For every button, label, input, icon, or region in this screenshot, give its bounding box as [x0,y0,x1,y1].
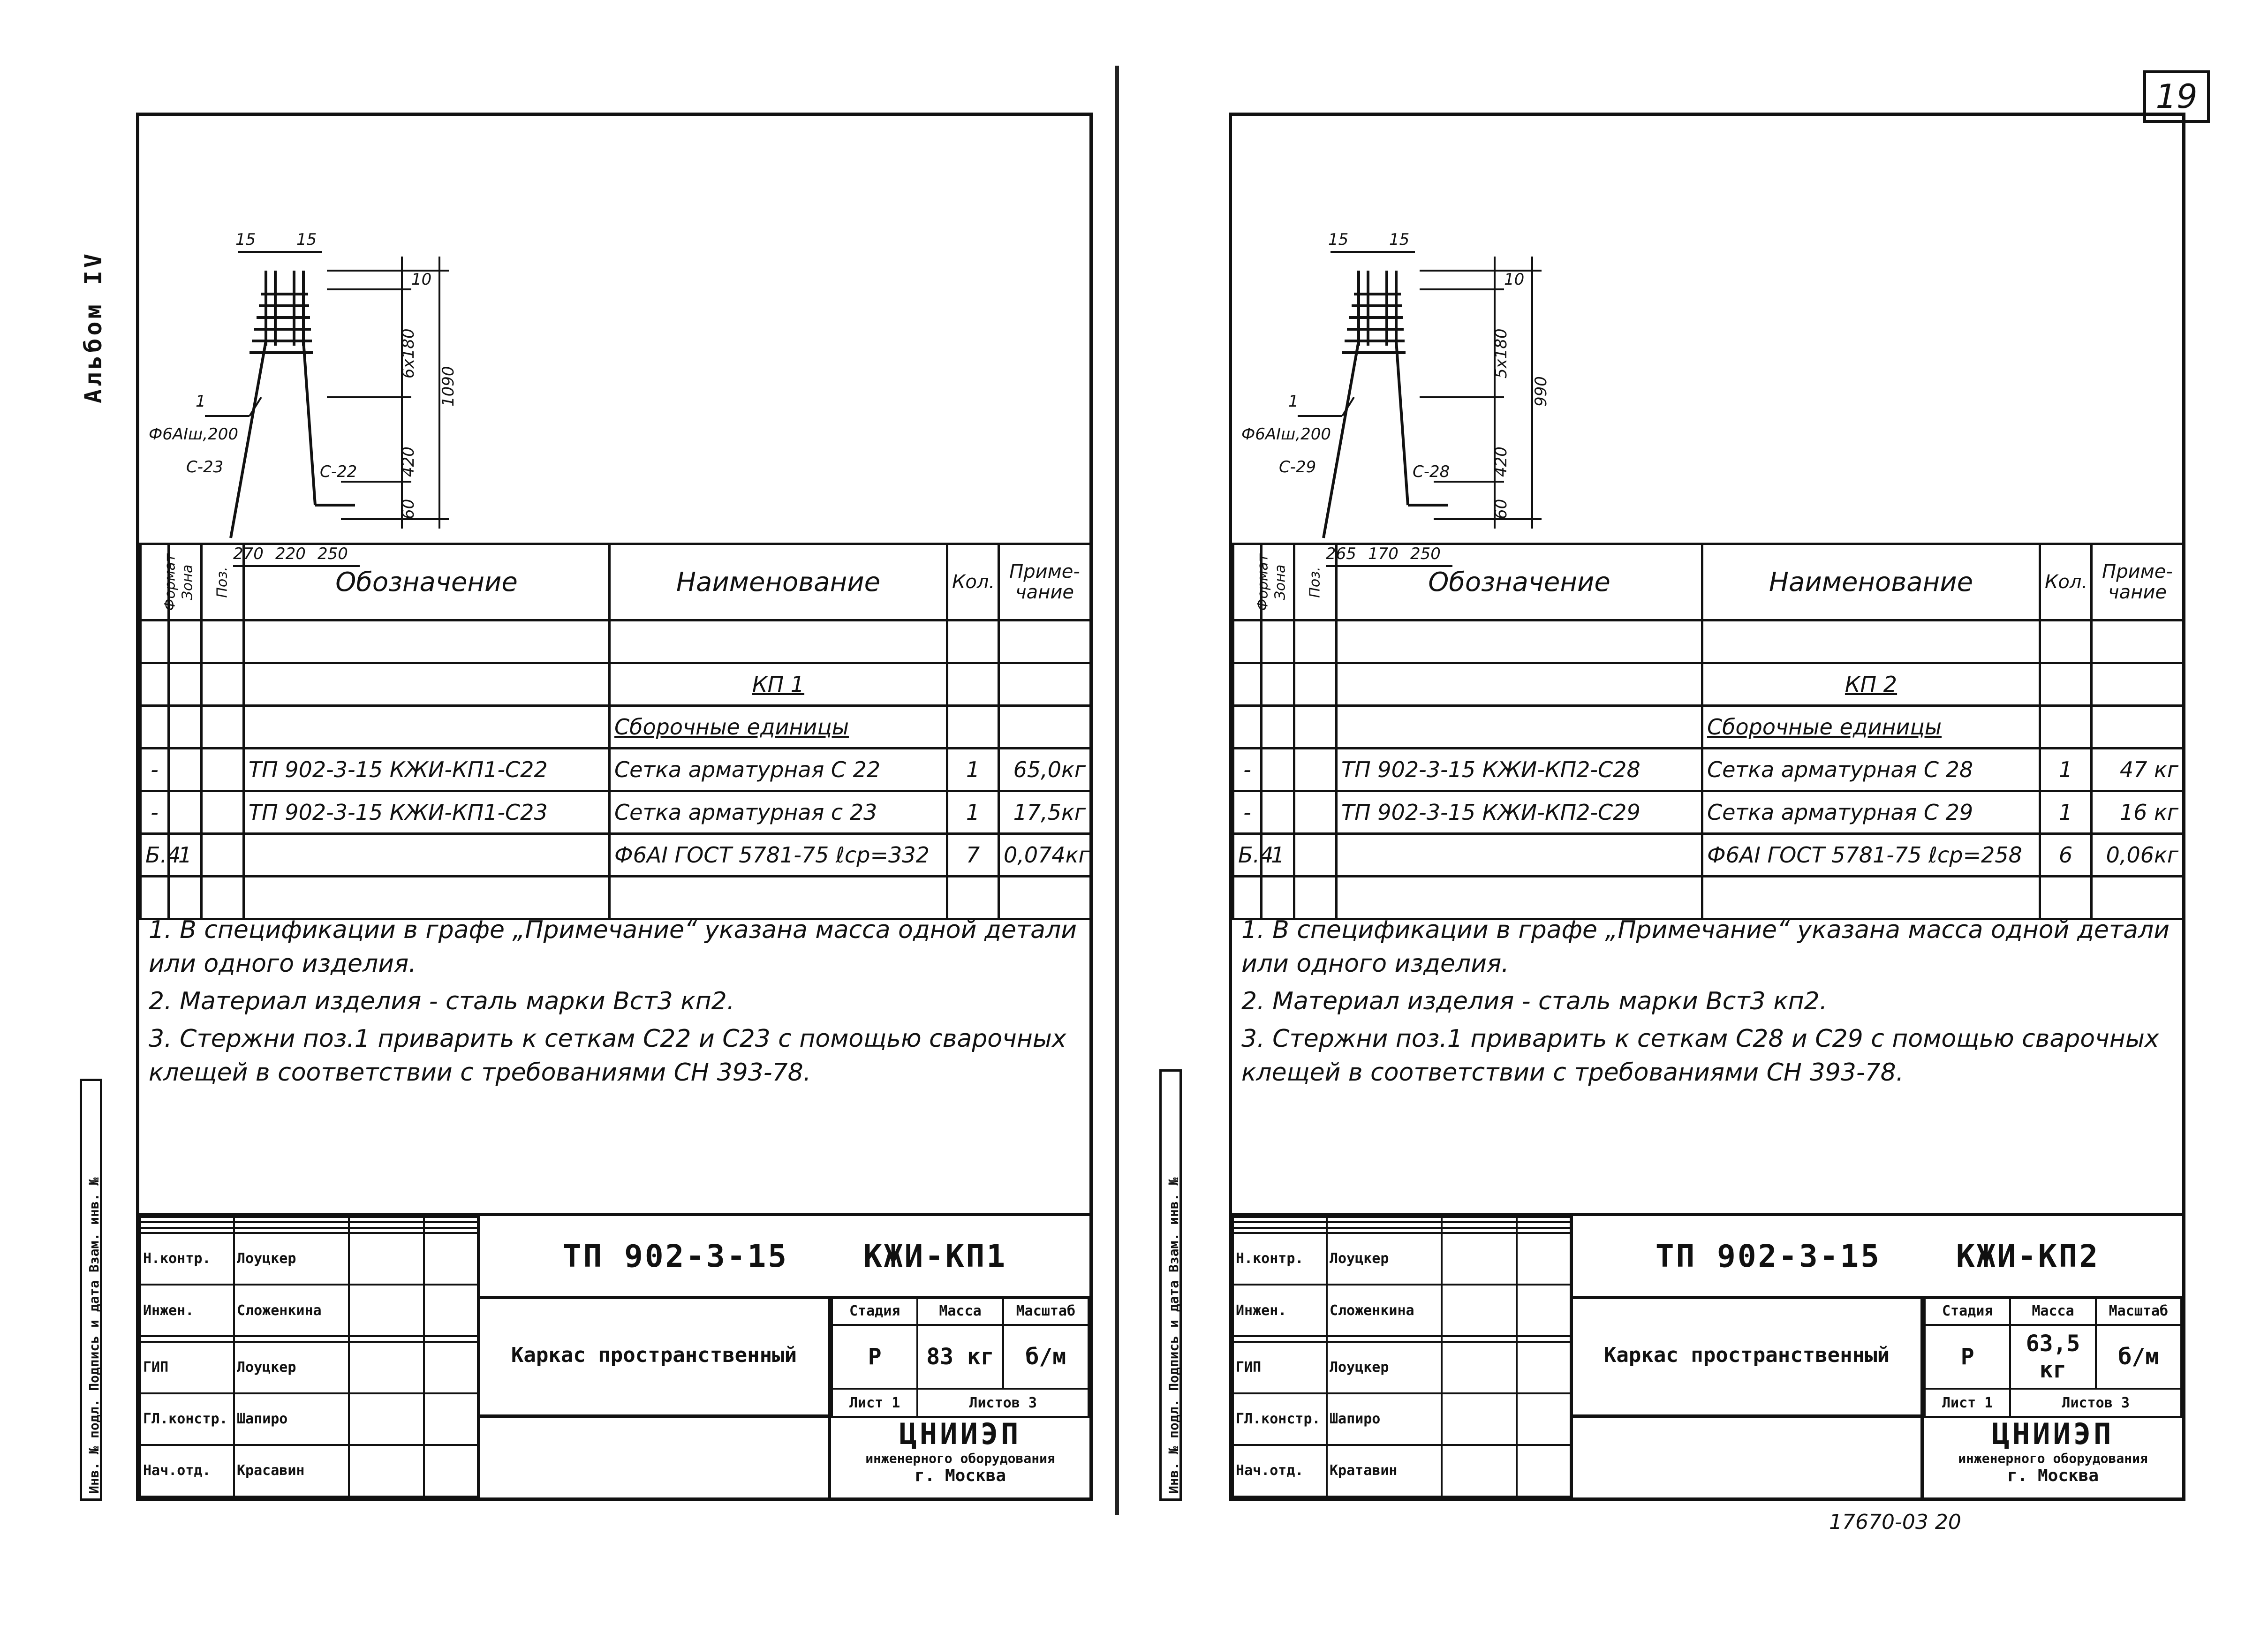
stage-mass-scale [831,1296,1089,1418]
rebar-spec: Ф6АIш,200 [1241,425,1331,444]
org-sub: инженерного оборудования [865,1451,1055,1466]
title-block-empty-cell [477,1418,831,1497]
col-zone: Зона [169,544,202,620]
callout-pos: 1 [1288,392,1299,411]
dim-bottom-c: 250 [1410,544,1441,563]
dim-right-top: 10 [411,270,432,289]
signature-row [140,1336,478,1341]
left-mesh-mark: С-29 [1279,458,1316,476]
document-code [1570,1216,2182,1299]
doc-code: ТП 902-3-15 [562,1238,788,1274]
spec-empty-row [141,877,1091,919]
signature-row: Нач.отд. Кратавин [1233,1445,1571,1497]
sheets-count: Листов 3 [2010,1389,2181,1417]
signature-grid [139,1216,477,1497]
org-sub: инженерного оборудования [1958,1451,2148,1466]
note-3: 3. Стержни поз.1 приварить к сеткам С22 и С23 с помощью сварочных клещей в соответствии с требованиями СН 393-78. [149,1025,1066,1087]
specification-table [1232,543,2185,920]
signature-row: Инжен. Сложенкина [140,1285,478,1336]
left-mesh-mark: С-23 [186,458,224,476]
col-name: Наименование [1702,544,2040,620]
stage-header: Стадия [1925,1297,2010,1325]
right-mesh-mark: С-22 [320,462,357,481]
col-pos: Поз. [1294,544,1337,620]
scale-value: б/м [2096,1325,2181,1389]
drawing-sheet-kp1 [136,113,1093,1501]
spec-group-row [1233,706,2184,749]
spec-group-row [141,706,1091,749]
sheets-count: Листов 3 [917,1389,1089,1417]
sheet-number: 19 [2143,70,2210,123]
footer-code: 17670-03 20 [1829,1510,1961,1534]
signature-row: ГИП Лоуцкер [1233,1342,1571,1393]
general-notes [1241,913,2175,1093]
rebar-spec: Ф6АIш,200 [149,425,239,444]
item-name: Каркас пространственный [477,1296,831,1418]
signature-row: ГЛ.констр. Шапиро [140,1393,478,1445]
signature-row: ГЛ.констр. Шапиро [1233,1393,1571,1445]
org-main: ЦНИИЭП [1992,1417,2114,1451]
group-title: Сборочные единицы [1707,714,1942,740]
drawing-sheet-kp2 [1229,113,2185,1501]
callout-pos: 1 [196,392,206,411]
col-designation: Обозначение [244,544,610,620]
sheet-no: Лист 1 [832,1389,917,1417]
general-notes [149,913,1082,1093]
table-row: - ТП 902-3-15 КЖИ-КП1-С22 Сетка арматурная С 22 1 65,0кг [141,749,1091,791]
sheet-divider-line [1115,66,1119,1515]
scale-header: Масштаб [1003,1297,1089,1325]
title-block [139,1213,1089,1497]
spec-header-row [1233,544,2184,620]
dim-right-mid: 5х180 [1492,328,1511,378]
dim-bottom-b: 220 [275,544,306,563]
dim-overall: 990 [1532,376,1550,407]
col-note: Приме- чание [999,544,1091,620]
scale-header: Масштаб [2096,1297,2181,1325]
doc-mark: КЖИ-КП2 [1956,1238,2100,1274]
dim-right-mid: 6х180 [399,328,418,378]
signature-row: ГИП Лоуцкер [140,1342,478,1393]
dim-right-bot: 60 [1492,499,1511,519]
dim-bottom-a: 270 [233,544,264,563]
rebar-cage-drawing [1232,116,2182,563]
col-qty: Кол. [2040,544,2092,620]
rebar-cage-drawing [139,116,1089,563]
col-note: Приме- чание [2092,544,2184,620]
table-row: - ТП 902-3-15 КЖИ-КП2-С29 Сетка арматурная С 29 1 16 кг [1233,791,2184,834]
organization-stamp [1924,1418,2182,1497]
dim-right-low: 420 [399,446,418,477]
col-pos: Поз. [202,544,244,620]
dim-top-left: 15 [1328,230,1349,249]
note-2: 2. Материал изделия - сталь марки Вст3 кп2. [1241,987,1828,1015]
spec-empty-row [141,620,1091,663]
right-mesh-mark: С-28 [1413,462,1450,481]
note-2: 2. Материал изделия - сталь марки Вст3 кп2. [149,987,735,1015]
doc-mark: КЖИ-КП1 [863,1238,1007,1274]
org-main: ЦНИИЭП [899,1417,1021,1451]
stage-header: Стадия [832,1297,917,1325]
org-city: г. Москва [2007,1466,2099,1485]
sheet-no: Лист 1 [1925,1389,2010,1417]
col-qty: Кол. [947,544,999,620]
col-designation: Обозначение [1337,544,1702,620]
table-row: - ТП 902-3-15 КЖИ-КП2-С28 Сетка арматурная С 28 1 47 кг [1233,749,2184,791]
dim-bottom-a: 265 [1326,544,1356,563]
margin-stamp-left: Инв. № подл. Подпись и дата Взам. инв. № [80,1079,102,1501]
stage-value: Р [1925,1325,2010,1389]
signature-row: Инжен. Сложенкина [1233,1285,1571,1336]
org-city: г. Москва [914,1466,1006,1485]
spec-empty-row [1233,877,2184,919]
note-1: 1. В спецификации в графе „Примечание“ указана масса одной детали или одного изделия. [1241,916,2170,978]
dim-bottom-c: 250 [318,544,348,563]
organization-stamp [831,1418,1089,1497]
dim-top-left: 15 [235,230,256,249]
doc-code: ТП 902-3-15 [1655,1238,1881,1274]
mass-header: Масса [2010,1297,2095,1325]
spec-section-row [141,663,1091,706]
scale-value: б/м [1003,1325,1089,1389]
signature-grid [1232,1216,1570,1497]
stage-value: Р [832,1325,917,1389]
album-label: Альбом IV [80,251,107,403]
dim-top-right: 15 [296,230,317,249]
dim-right-top: 10 [1504,270,1525,289]
table-row: - ТП 902-3-15 КЖИ-КП1-С23 Сетка арматурная с 23 1 17,5кг [141,791,1091,834]
table-row: Б.4 1 Ф6АI ГОСТ 5781-75 ℓср=258 6 0,06кг [1233,834,2184,877]
mass-value: 83 кг [917,1325,1003,1389]
title-block-empty-cell [1570,1418,1924,1497]
item-name: Каркас пространственный [1570,1296,1924,1418]
specification-table [139,543,1092,920]
dim-top-right: 15 [1389,230,1410,249]
section-title: КП 2 [1845,672,1898,697]
dim-overall: 1090 [439,366,458,407]
group-title: Сборочные единицы [614,714,849,740]
note-1: 1. В спецификации в графе „Примечание“ указана масса одной детали или одного изделия. [149,916,1077,978]
document-code [477,1216,1089,1299]
stage-mass-scale [1924,1296,2182,1418]
mass-header: Масса [917,1297,1003,1325]
cage-sketch [1232,116,2182,563]
dim-right-bot: 60 [399,499,418,519]
signature-row: Н.контр. Лоуцкер [1233,1233,1571,1285]
margin-stamp-right: Инв. № подл. Подпись и дата Взам. инв. № [1159,1069,1182,1501]
cage-sketch [139,116,1089,563]
signature-row: Нач.отд. Красавин [140,1445,478,1497]
spec-empty-row [1233,620,2184,663]
dim-bottom-b: 170 [1368,544,1399,563]
dim-right-low: 420 [1492,446,1511,477]
spec-section-row [1233,663,2184,706]
spec-header-row [141,544,1091,620]
col-format: Формат [141,544,169,620]
signature-row: Н.контр. Лоуцкер [140,1233,478,1285]
title-block [1232,1213,2182,1497]
note-3: 3. Стержни поз.1 приварить к сеткам С28 и С29 с помощью сварочных клещей в соответствии с требованиями СН 393-78. [1241,1025,2159,1087]
mass-value: 63,5 кг [2010,1325,2095,1389]
col-zone: Зона [1262,544,1294,620]
section-title: КП 1 [752,672,805,697]
table-row: Б.4 1 Ф6АI ГОСТ 5781-75 ℓср=332 7 0,074кг [141,834,1091,877]
col-name: Наименование [610,544,947,620]
signature-row [1233,1336,1571,1341]
col-format: Формат [1233,544,1262,620]
